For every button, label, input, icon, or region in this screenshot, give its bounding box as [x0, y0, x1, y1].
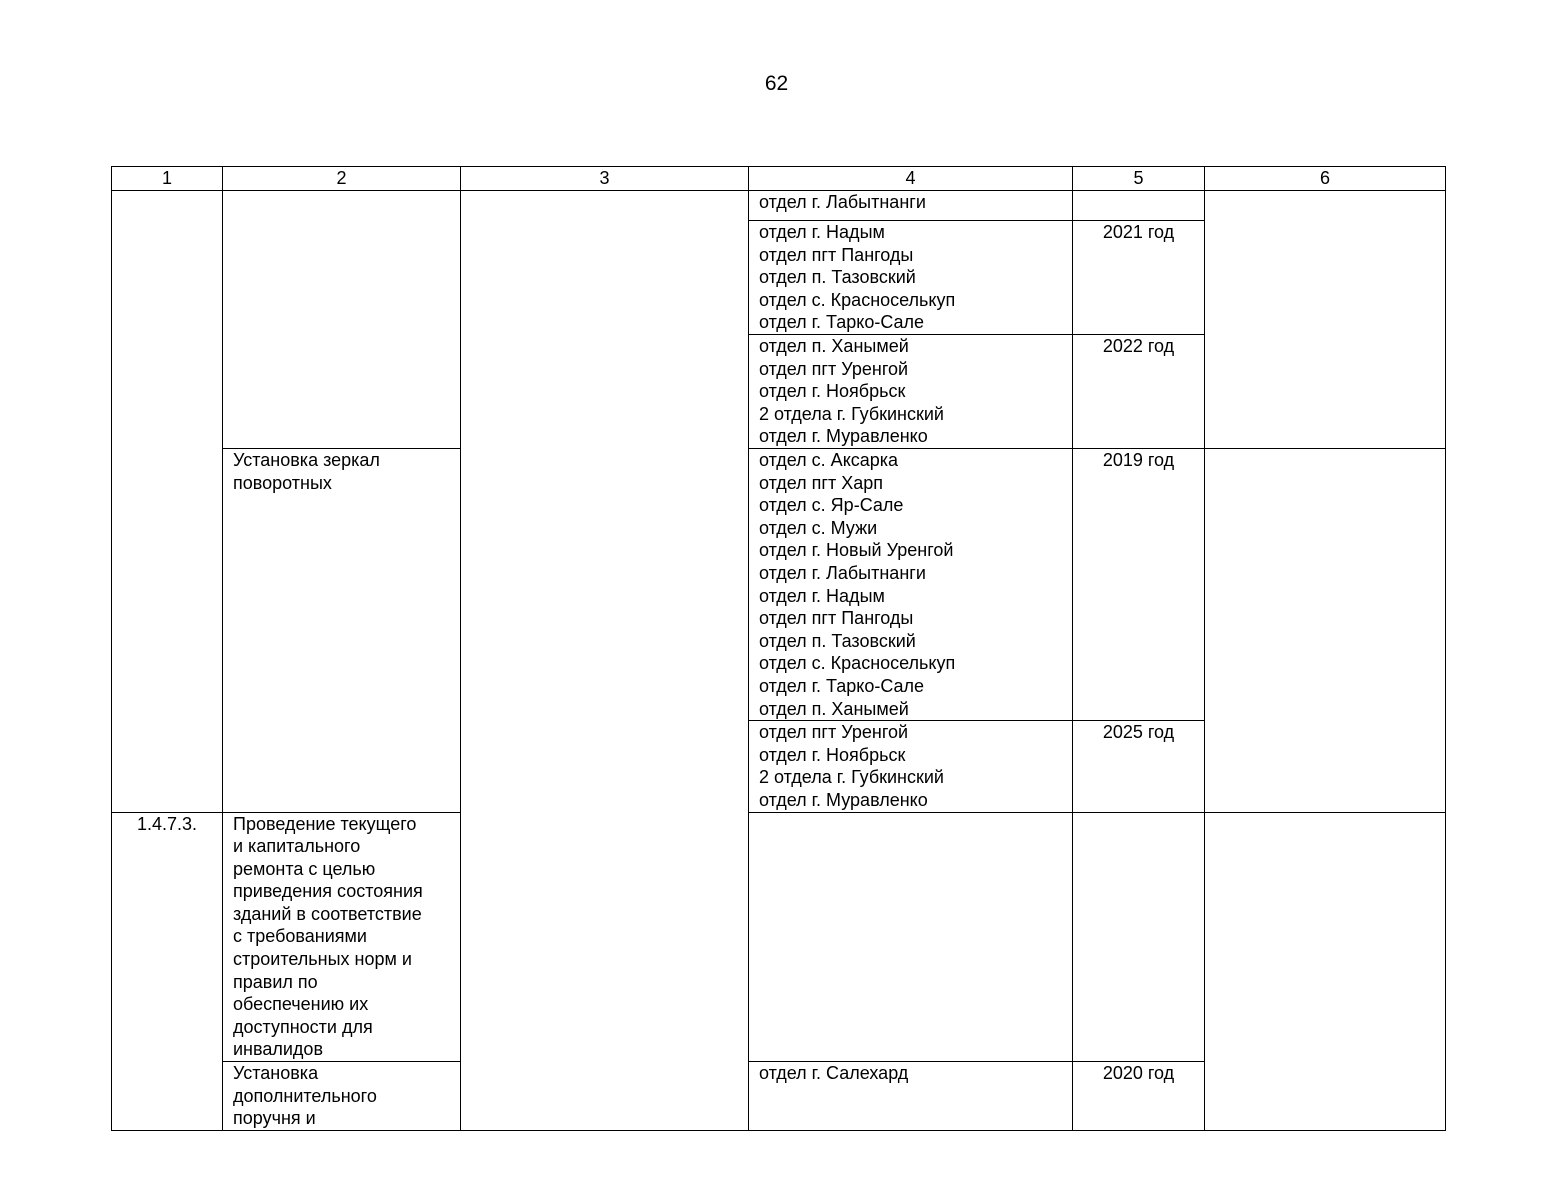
year-cell: 2025 год: [1073, 721, 1205, 812]
number-cell: 1.4.7.3.: [112, 812, 223, 1131]
measures-table: [111, 166, 1446, 1131]
col6-cell: [1205, 812, 1446, 1131]
departments-cell: отдел с. Аксарка отдел пгт Харп отдел с. Яр-Сале отдел с. Мужи отдел г. Новый Уренгой отдел г. Лабытнанги отдел г. Надым отдел пгт Пангоды отдел п. Тазовский отдел с. Красноселькуп отдел г. Тарко-Сале отдел п. Ханымей: [749, 449, 1073, 721]
year-cell: 2022 год: [1073, 335, 1205, 449]
activity-cell: Установка зеркал поворотных: [223, 449, 461, 813]
year-cell: 2021 год: [1073, 221, 1205, 335]
page-number: 62: [764, 72, 789, 95]
measures-table-container: [111, 166, 1446, 1131]
year-cell: [1073, 812, 1205, 1062]
activity-cell: Установка дополнительного поручня и: [223, 1062, 461, 1131]
header-col-1: 1: [112, 167, 223, 191]
departments-cell: отдел г. Салехард: [749, 1062, 1073, 1131]
departments-cell: отдел г. Лабытнанги: [749, 191, 1073, 221]
activity-cell: [223, 191, 461, 449]
header-col-5: 5: [1073, 167, 1205, 191]
header-col-2: 2: [223, 167, 461, 191]
header-col-6: 6: [1205, 167, 1446, 191]
departments-cell: отдел п. Ханымей отдел пгт Уренгой отдел г. Ноябрьск 2 отдела г. Губкинский отдел г. Муравленко: [749, 335, 1073, 449]
number-cell: [112, 191, 223, 813]
col3-cell: [461, 191, 749, 1131]
header-col-4: 4: [749, 167, 1073, 191]
year-cell: 2020 год: [1073, 1062, 1205, 1131]
table-header-row: [112, 167, 1446, 191]
departments-cell: отдел г. Надым отдел пгт Пангоды отдел п. Тазовский отдел с. Красноселькуп отдел г. Тарко-Сале: [749, 221, 1073, 335]
year-cell: 2019 год: [1073, 449, 1205, 721]
col6-cell: [1205, 449, 1446, 813]
table-row: [112, 812, 1446, 1062]
table-row: [112, 449, 1446, 721]
departments-cell: [749, 812, 1073, 1062]
header-col-3: 3: [461, 167, 749, 191]
departments-cell: отдел пгт Уренгой отдел г. Ноябрьск 2 отдела г. Губкинский отдел г. Муравленко: [749, 721, 1073, 812]
table-row: [112, 191, 1446, 221]
activity-cell: Проведение текущего и капитального ремонта с целью приведения состояния зданий в соответствие с требованиями строительных норм и правил по обеспечению их доступности для инвалидов: [223, 812, 461, 1062]
year-cell: [1073, 191, 1205, 221]
col6-cell: [1205, 191, 1446, 449]
